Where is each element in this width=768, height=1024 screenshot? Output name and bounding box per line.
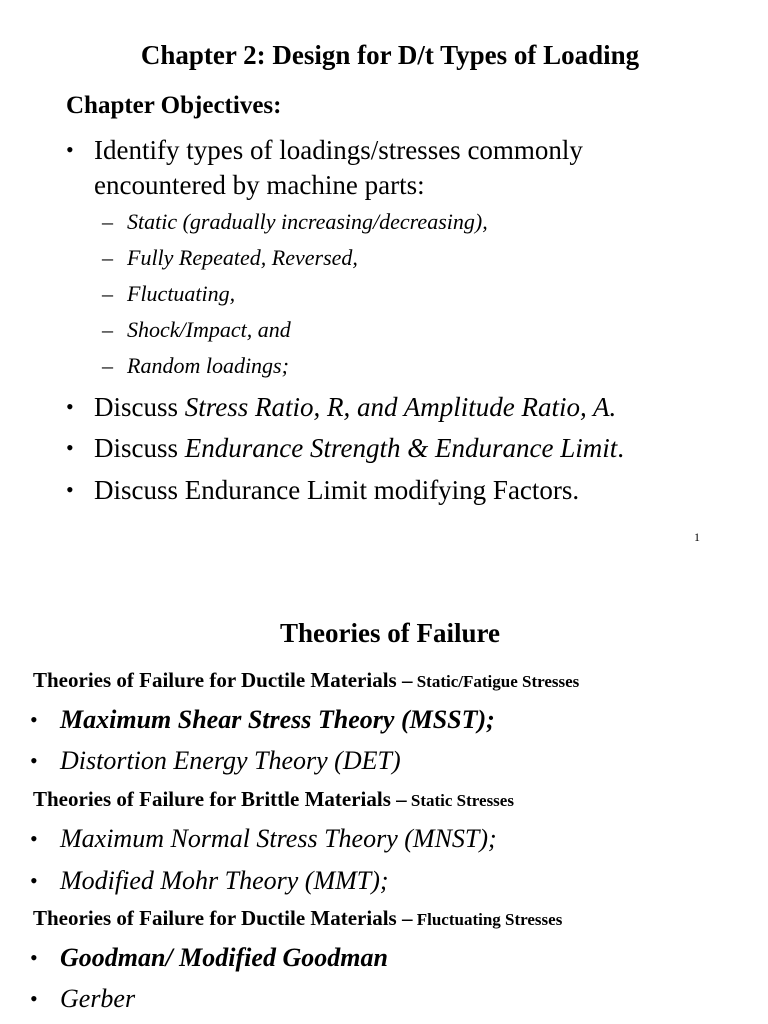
bullet-icon: • — [66, 137, 74, 162]
heading-main: Theories of Failure for Ductile Materials – — [33, 906, 413, 930]
page-number: 1 — [694, 530, 700, 544]
chapter-objectives-heading: Chapter Objectives: — [66, 92, 282, 119]
heading-qualifier: Static Stresses — [406, 791, 514, 810]
bullet-icon: • — [66, 394, 74, 419]
theory-label: Maximum Shear Stress Theory (MSST); — [60, 705, 495, 734]
theory-label: Distortion Energy Theory (DET) — [60, 746, 401, 775]
bullet-icon: • — [30, 748, 38, 773]
dash-icon: – — [102, 353, 113, 378]
loading-type-label: Fully Repeated, Reversed, — [127, 245, 358, 270]
bullet-icon: • — [30, 986, 38, 1011]
dash-icon: – — [102, 209, 113, 234]
slide2-title: Theories of Failure — [280, 618, 500, 648]
objective-1-line-2: encountered by machine parts: — [94, 170, 425, 200]
objective-1-line-1: Identify types of loadings/stresses commonly — [94, 135, 583, 165]
heading-main: Theories of Failure for Brittle Materials – — [33, 787, 407, 811]
bullet-icon: • — [30, 945, 38, 970]
objective-2-italic: Stress Ratio, R, and Amplitude Ratio, A. — [184, 392, 617, 422]
theory-label: Maximum Normal Stress Theory (MNST); — [60, 824, 497, 853]
heading-main: Theories of Failure for Ductile Materials – — [33, 668, 413, 692]
dash-icon: – — [102, 281, 113, 306]
theory-label: Gerber — [60, 984, 136, 1013]
bullet-icon: • — [66, 435, 74, 460]
objective-4-text: Discuss Endurance Limit modifying Factors. — [94, 475, 580, 505]
ductile-static-heading — [33, 667, 579, 695]
loading-type-label: Static (gradually increasing/decreasing), — [127, 209, 488, 234]
objective-3-suffix: . — [617, 433, 624, 463]
heading-qualifier: Static/Fatigue Stresses — [412, 672, 580, 691]
ductile-fluctuating-heading — [33, 905, 562, 933]
loading-type-label: Random loadings; — [127, 353, 289, 378]
theory-label: Goodman/ Modified Goodman — [60, 943, 388, 972]
bullet-icon: • — [30, 868, 38, 893]
brittle-static-heading — [33, 786, 514, 814]
loading-type-label: Shock/Impact, and — [127, 317, 291, 342]
objective-3-prefix: Discuss — [94, 433, 185, 463]
loading-type-label: Fluctuating, — [127, 281, 236, 306]
dash-icon: – — [102, 245, 113, 270]
theory-label: Modified Mohr Theory (MMT); — [60, 866, 389, 895]
bullet-icon: • — [66, 477, 74, 502]
bullet-icon: • — [30, 826, 38, 851]
objective-2-prefix: Discuss — [94, 392, 185, 422]
bullet-icon: • — [30, 707, 38, 732]
heading-qualifier: Fluctuating Stresses — [412, 910, 563, 929]
objective-3-italic: Endurance Strength & Endurance Limit — [184, 433, 618, 463]
dash-icon: – — [102, 317, 113, 342]
slide1-title: Chapter 2: Design for D/t Types of Loading — [140, 40, 640, 70]
